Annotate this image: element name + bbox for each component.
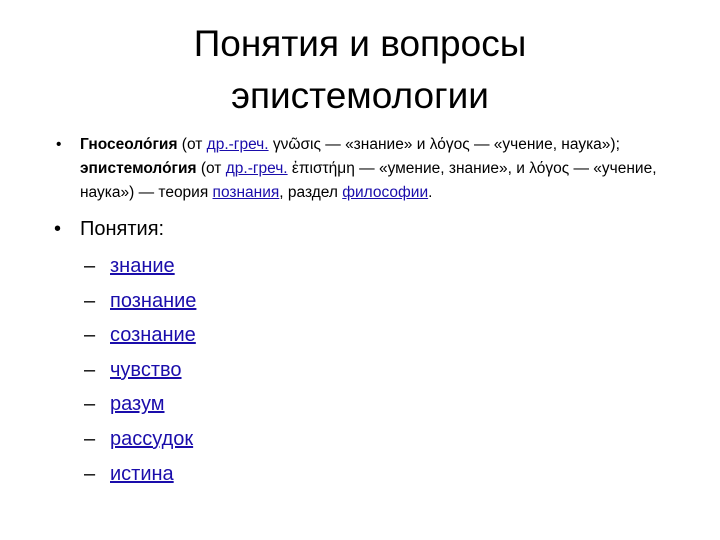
link-ancient-greek-2[interactable]: др.-греч.: [225, 160, 288, 177]
definition-text: , раздел: [279, 184, 343, 201]
term-epistemology: эпистемоло́гия: [80, 160, 197, 177]
dash-marker: –: [84, 324, 96, 347]
list-item: [52, 284, 672, 319]
list-item: [52, 457, 672, 492]
link-concept-feeling[interactable]: чувство: [110, 358, 182, 381]
list-item: [52, 387, 672, 422]
dash-marker: –: [84, 358, 96, 381]
list-item: [52, 422, 672, 457]
definition-text: (от: [177, 136, 207, 153]
concepts-bullet: [52, 215, 672, 243]
list-item: [52, 249, 672, 284]
bullet-marker: •: [56, 136, 62, 153]
link-concept-knowledge[interactable]: знание: [110, 255, 175, 277]
list-item: [52, 318, 672, 353]
list-item: [52, 353, 672, 388]
link-concept-consciousness[interactable]: сознание: [110, 324, 196, 347]
concepts-list: [52, 249, 672, 491]
term-gnoseology: Гносеоло́гия: [80, 136, 178, 153]
bullet-marker: •: [54, 218, 62, 240]
dash-marker: –: [84, 427, 96, 450]
title-line-1: Понятия и вопросы: [193, 23, 527, 64]
definition-text: ἐπιστήμη — «умение, знание», и λόγος — «учение, наука») — теория: [80, 160, 657, 201]
slide-content: [52, 133, 672, 491]
dash-marker: –: [84, 462, 96, 485]
definition-text: γνῶσις — «знание» и λόγος — «учение, наука»);: [268, 136, 620, 153]
link-philosophy[interactable]: философии: [342, 184, 429, 201]
link-ancient-greek[interactable]: др.-греч.: [206, 136, 269, 153]
title-line-2: эпистемологии: [231, 75, 489, 116]
link-concept-understanding[interactable]: рассудок: [110, 427, 194, 450]
definition-bullet: [52, 133, 672, 205]
dash-marker: –: [84, 255, 96, 277]
dash-marker: –: [84, 393, 96, 416]
link-concept-truth[interactable]: истина: [110, 462, 174, 485]
definition-text: (от: [196, 160, 226, 177]
link-concept-reason[interactable]: разум: [110, 393, 165, 416]
link-cognition[interactable]: познания: [212, 184, 280, 201]
dash-marker: –: [84, 289, 96, 312]
concepts-label: Понятия:: [80, 218, 165, 240]
slide-title: [60, 18, 660, 122]
link-concept-cognition[interactable]: познание: [110, 289, 197, 312]
definition-text: .: [428, 184, 433, 201]
